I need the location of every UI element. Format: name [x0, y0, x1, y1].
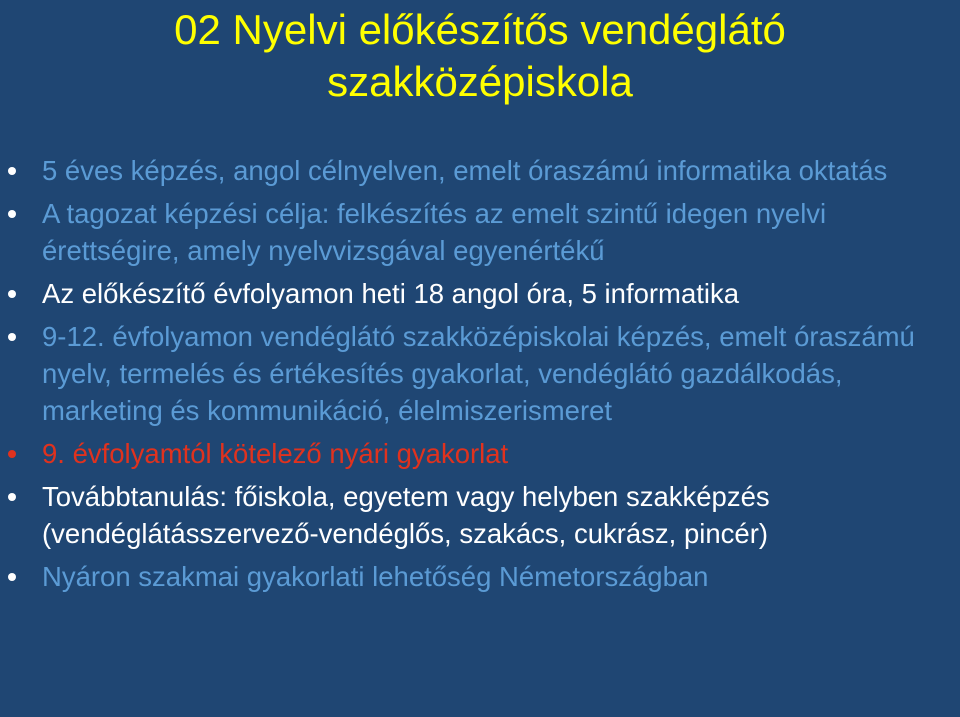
bullet-item	[0, 195, 960, 269]
bullet-dot-icon	[8, 210, 16, 218]
bullet-text: Nyáron szakmai gyakorlati lehetőség Németországban	[42, 561, 709, 592]
title-line-2: szakközépiskola	[327, 58, 633, 105]
title-line-1: 02 Nyelvi előkészítős vendéglátó	[174, 6, 786, 53]
bullet-dot-icon	[8, 450, 16, 458]
bullet-text: Továbbtanulás: főiskola, egyetem vagy helyben szakképzés (vendéglátásszervező-vendéglős, szakács, cukrász, pincér)	[42, 481, 770, 549]
bullet-text: 5 éves képzés, angol célnyelven, emelt óraszámú informatika oktatás	[42, 155, 888, 186]
bullet-dot-icon	[8, 333, 16, 341]
bullet-text: A tagozat képzési célja: felkészítés az emelt szintű idegen nyelvi érettségire, amely nyelvvizsgával egyenértékű	[42, 198, 827, 266]
bullet-text: Az előkészítő évfolyamon heti 18 angol óra, 5 informatika	[42, 278, 740, 309]
bullet-list	[0, 152, 960, 601]
bullet-item	[0, 152, 960, 189]
bullet-dot-icon	[8, 167, 16, 175]
bullet-dot-icon	[8, 573, 16, 581]
bullet-dot-icon	[8, 493, 16, 501]
bullet-text: 9. évfolyamtól kötelező nyári gyakorlat	[42, 438, 509, 469]
bullet-text: 9-12. évfolyamon vendéglátó szakközépiskolai képzés, emelt óraszámú nyelv, termelés és értékesítés gyakorlat, vendéglátó gazdálkodás, marketing és kommunikáció, élelmiszerismeret	[42, 321, 915, 426]
slide-title	[0, 4, 960, 108]
bullet-item	[0, 558, 960, 595]
bullet-dot-icon	[8, 290, 16, 298]
bullet-item	[0, 318, 960, 429]
bullet-item	[0, 275, 960, 312]
bullet-item	[0, 435, 960, 472]
bullet-item	[0, 478, 960, 552]
